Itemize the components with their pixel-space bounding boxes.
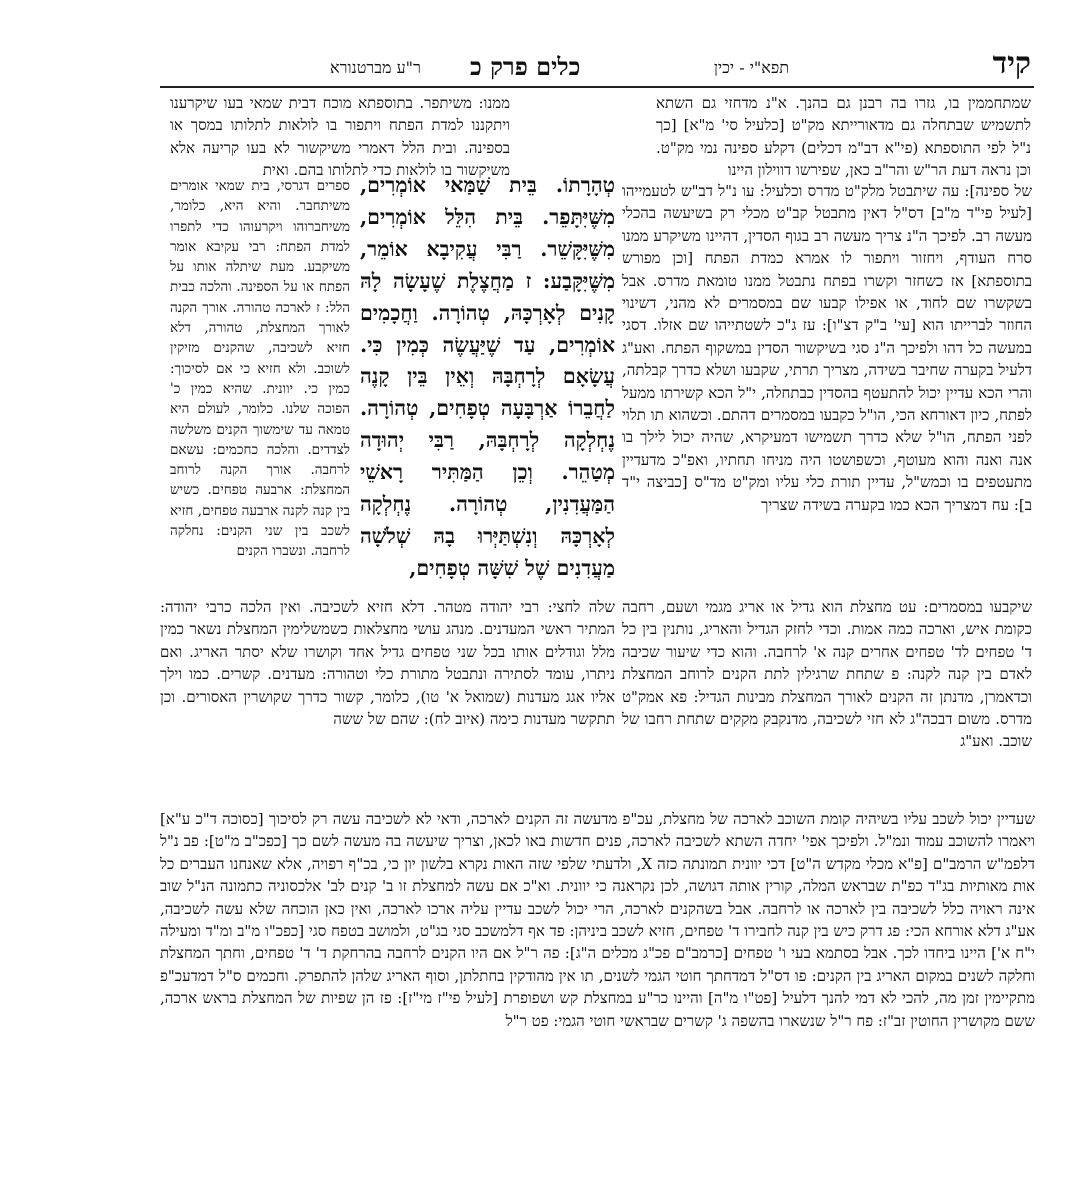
commentary-text: שלה לחצי: רבי יהודה מטהר. דלא חזיא לשכיבה. ואין הלכה כרבי יהודה: המתיר ראשי המעדנים. מנהג עושי מחצלאות כשמשלימין המחצלת נשאר כמין מלל וגודלים אותו בכל שני טפחים גדיל אחד וקושרו שלא יסתר האריג. ואם ניתרו, עומד לסתירה ונתבטל מתורת כלי וטהורה: מעדנים. קשרים. כמו וילך אליו אגג מעדנות (שמואל א' טו), כלומר, קשור כדרך שקושרין האסורים. וכן תתקשר מעדנות כימה (איוב לח): שהם של ששה bbox=[160, 598, 615, 729]
commentary-text: ספרים דגרסי, בית שמאי אומרים משיתחבר. והיא היא, כלומר, משיחברוהו ויקרעוהו כדי לתפרו למדת הפתח: רבי עקיבא אומר משיקבע. מעת שיתלה אותו על הפתח או על הספינה. והלכה כבית הלל: ז לארכה טהורה. אורך הקנה לאורך המחצלת, טהורה, דלא חזיא לשכיבה, שהקנים מזיקין לשוכב. ולא חזיא כי אם לסיכוך: כמין כי. יוונית. שהיא כמין כ' הפוכה שלנו. כלומר, לעולם היא טמאה עד שימשוך הקנים משלשה לצדדים. והלכה כחכמים: עשאם לרחבה. אורך הקנה לרוחב המחצלת: ארבעה טפחים. כשיש בין קנה לקנה ארבעה טפחים, חזיא לשכב בין שני הקנים: נחלקה לרחבה. ונשברו הקנים bbox=[170, 178, 350, 560]
mishna-text: טְהָרָתוֹ. בֵּית שַׁמַּאי אוֹמְרִים, מִשֶּׁיִּתָּפֵר. בֵּית הִלֵּל אוֹמְרִים, מִשֶּׁיִּקָּשֵׁר. רַבִּי עֲקִיבָא אוֹמֵר, מִשֶּׁיִּקָּבַע: ז מַחֲצֶלֶת שֶׁעָשָׂה לָהּ קָנִים לְאָרְכָּהּ, טְהוֹרָה. וַחֲכָמִים אוֹמְרִים, עַד שֶׁיַּעֲשֶׂה כְּמִין כִּי. עֲשָׂאָם לְרָחְבָּהּ וְאֵין בֵּין קָנֶה לַחֲבֵרוֹ אַרְבָּעָה טְפָחִים, טְהוֹרָה. נֶחְלְקָה לְרָחְבָּהּ, רַבִּי יְהוּדָה מְטַהֵר. וְכֵן הַמַּתִּיר רָאשֵׁי הַמַּעֲדִנִין, טְהוֹרָה. נֶחְלְקָה לְאָרְכָּהּ וְנִשְׁתַּיְּרוּ בָהּ שְׁלֹשָׁה מַעֲדִנִים שֶׁל שִׁשָּׁה טְפָחִים, bbox=[360, 173, 615, 580]
page-number: קיד bbox=[992, 46, 1031, 81]
commentary-text: שיקבעו במסמרים: עט מחצלת הוא גדיל או אריג מגמי ושעם, רחבה כקומת איש, וארכה כמה אמות. וכדי לחזק הגדיל והאריג, נותנין בין כל ד' טפחים לד' טפחים אחרים קנה א' לרחבה. והוא כדי שיעור שכיבה לאדם בין קנה לקנה: פ שתחת שרגילין לתת הקנים לרוחב המחצלת וכדאמרן, מדנתן זה הקנים לאורך המחצלת מבינות הגדיל: פא אמק"ט מדרס. משום דבכה"ג לא חזי לשכיבה, מדנקבק מקקים שתחת רחבו של שוכב. ואע"ג bbox=[622, 598, 1032, 751]
commentary-text: ממנו: משיתפר. בתוספתא מוכח דבית שמאי בעו שיקרענו ויתקננו למדת הפתח ויתפור בו לולאות לתלותו במסך או בספינה. ובית הלל דאמרי משיקשור לא בעו קריעה אלא משיקשור בו לולאות כדי לתלותו בהם. ואית bbox=[170, 94, 510, 180]
commentary-text: שעדיין יכול לשכב עליו בשיהיה קומת השוכב לארכה של מחצלת, עכ"פ מדעשה זה הקנים לארכה, ודאי לא לשכיבה עשה רק לסיכוך [כסוכה ד"כ ע"א] ויאמרו להשוכב עמוד ונמ"ל. ולפיכך אפי' יחדה השתא לשכיבה לארכה, פנים חדשות באו לכאן, וצריך שיעשה בה מעשה לשם כך [כפכ"ב מ"ט]: פב נ"ל דלפמ"ש הרמב"ם [פ"א מכלי מקדש ה"ט] דכי יוונית תמונתה כזה X, ולדעתי שלפי שזה האות נקרא בלשון יון כי, בכ"ף רפויה, אלא שאנחנו העברים כל אות מאותיות בג"ד כפ"ת שבראש המלה, קורין אותה דגושה, לכן נקראנה כי יוונית. וא"כ אם עשה למחצלת זו ב' קנים לב' אלכסוניה כתמונה הנ"ל שוב אינה ראויה כלל לשכיבה בין לארכה או לרחבה. אבל בשהקנים לארכה, הרי יכול לשכב עדיין עליה ארכו לארכה, ואין כאן הוכחה שלא עשה לשכיבה, אע"ג דלא אורחא הכי: פג דרק כיש בין קנה לחבירו ד' טפחים, חזיא לשכב ביניהן: פד אף דלמשכב סגי בג"ט, ולמושב בטפח סגי [כפכ"ו מ"ב ומ"ד ומעילה י"ח א'] היינו ביחדו לכך. אבל בסתמא בעי ו' טפחים [כרמב"ם פכ"ג מכלים ה"ג]: פה ר"ל אם היו הקנים לרחבה בהרחקת ד' ד' טפחים, וחתך המחצלת וחלקה לשנים במקום האריג בין הקנים: פו דס"ל דמדחתך חוטי הגמי לשנים, תו אין מהודקין בחתלתן, וסוף האריג שלהן להתפרק. וחכמים ס"ל דמדעכ"פ מתקיימין זמן מה, להכי לא דמי להנך דלעיל [פט"ו מ"ה] והיינו כר"ע במחצלת קש ושפופרת [לעיל פי"ז מי"ז]: פז הן שפיות של המחצלת בראש ארכה, ששם מקושרין החוטין זב"ז: פח ר"ל שנשארו בהשפה ג' קשרים שבראשי חוטי הגמי: פט ר"ל bbox=[160, 810, 1035, 1030]
bartenura-column bbox=[170, 176, 350, 588]
left-commentary-title: ר"ע מברטנורא bbox=[330, 58, 421, 77]
tiferet-yisrael-lower bbox=[622, 596, 1032, 811]
tractate-chapter-title: כלים פרק כ bbox=[470, 52, 581, 81]
bartenura-lower bbox=[160, 596, 615, 811]
commentary-bottom bbox=[160, 808, 1035, 1180]
commentary-text: שמתחממין בו, גזרו בה רבנן גם בהנך. א"נ מדחזי גם השתא לתשמיש שבתחלה גם מדאורייתא מק"ט [כלעיל סי' מ"א] [כך נ"ל לפי התוספתא (פי"א דב"מ דכלים) דקלע ספינה נמי מק"ט. וכן נראה דעת הר"ש והר"ב כאן, שפירשו דווילון היינו bbox=[656, 94, 1031, 180]
commentary-text: של ספינה]: עה שיתבטל מלק"ט מדרס וכלעיל: עו נ"ל דב"ש לטעמייהו [לעיל פי"ד מ"ב] דס"ל דאין מתבטל קב"ט מכלי רק בשיעשה בהכלי מעשה רב. לפיכך ה"נ צריך מעשה רב בגוף הסדין, דהיינו משיקרע ממנו סרח העודף, ויחזור ויתפור לו אמרא כמדת הפתח [וכן מפורש בתוספתא] אז כשחזר וקשרו בפתח נתבטל ממנו טומאת מדרס. אבל בשקשרו שם לחוד, או אפילו קבעו שם במסמרים לא מהני, דשינוי החוזר לברייתו הוא [עי' ב"ק דצ"ו]: עז ג"כ לשטתייהו שם אזלו. דסגי במעשה כל דהו ולפיכך ה"נ סגי בשיקשור הסדין במשקוף הפתח. ואע"ג דלעיל בקערה שחיבר בשידה, מצריך תרתי, שקבעו ושלא כדרך קבלתה, והרי הכא עדיין יכול להתעטף בהסדין כבתחלה, י"ל הכא קשירתו ממעל לפתח, כיון דאורחא הכי, הו"ל כקבעו במסמרים דהתם. וכשהוא תו תלוי לפני הפתח, הו"ל שלא כדרך תשמישו דמעיקרא, שהיה יכול לילך בו אנה ואנה והוא מעוטף, וכשפושטו היה מניחו תחתיו, ואפ"כ מדעדיין מתעטפים בו וכמש"ל, עדיין תורת כלי עליו ומק"ט מד"ס [כביצה י"ד ב]: עח דמצריך הכא כמו בקערה בשידה שצריך bbox=[622, 182, 1032, 514]
tiferet-yisrael-column bbox=[622, 180, 1032, 610]
header-rule bbox=[160, 86, 1034, 88]
right-commentary-title: תפא"י - יכין bbox=[713, 58, 789, 77]
tiferet-yisrael-top bbox=[656, 92, 1031, 182]
mishna-text-block bbox=[360, 170, 615, 588]
